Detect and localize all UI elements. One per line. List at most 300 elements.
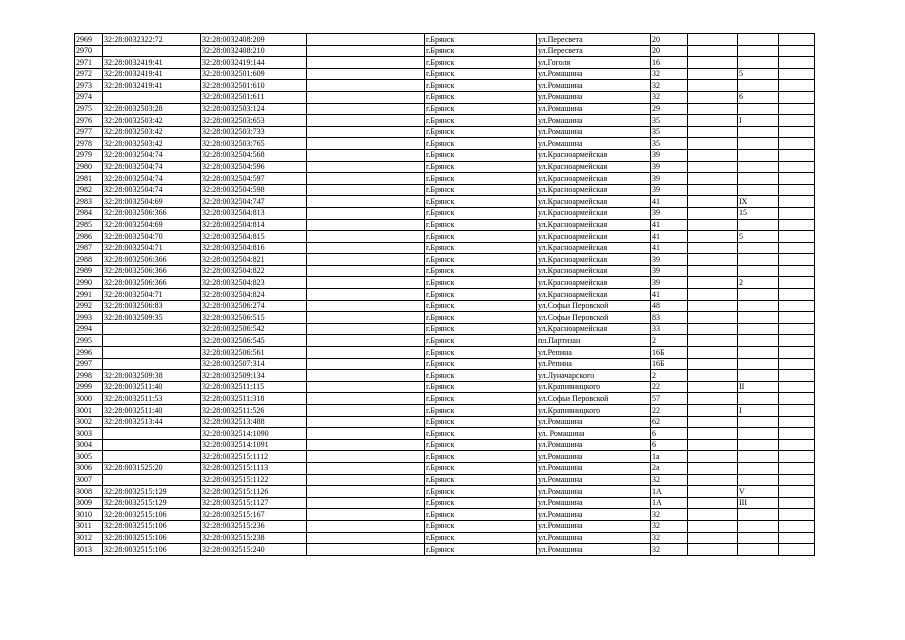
empty-cell xyxy=(307,126,425,138)
house-cell: 39 xyxy=(651,173,688,185)
parcel-number-cell: 32:28:0032504:69 xyxy=(103,196,201,208)
object-number-cell: 32:28:0032511:318 xyxy=(201,393,307,405)
parcel-number-cell: 32:28:0032504:69 xyxy=(103,219,201,231)
street-cell: ул.Красноармейская xyxy=(537,196,651,208)
city-cell: г.Брянск xyxy=(425,451,537,463)
note-cell xyxy=(779,405,815,417)
premise-cell xyxy=(738,138,779,150)
table-row xyxy=(75,347,815,359)
street-cell: ул.Ромашина xyxy=(537,544,651,556)
empty-cell xyxy=(307,405,425,417)
extra-cell xyxy=(688,358,738,370)
empty-cell xyxy=(307,474,425,486)
premise-cell xyxy=(738,509,779,521)
street-cell: ул.Гоголя xyxy=(537,57,651,69)
parcel-number-cell: 32:28:0032511:40 xyxy=(103,405,201,417)
object-number-cell: 32:28:0032503:733 xyxy=(201,126,307,138)
empty-cell xyxy=(307,115,425,127)
house-cell: 32 xyxy=(651,509,688,521)
extra-cell xyxy=(688,416,738,428)
object-number-cell: 32:28:0032504:815 xyxy=(201,231,307,243)
note-cell xyxy=(779,497,815,509)
note-cell xyxy=(779,393,815,405)
premise-cell xyxy=(738,544,779,556)
row-number-cell: 2983 xyxy=(75,196,103,208)
street-cell: ул.Красноармейская xyxy=(537,323,651,335)
object-number-cell: 32:28:0032503:653 xyxy=(201,115,307,127)
parcel-number-cell: 32:28:0032509:38 xyxy=(103,370,201,382)
city-cell: г.Брянск xyxy=(425,497,537,509)
note-cell xyxy=(779,474,815,486)
premise-cell xyxy=(738,173,779,185)
house-cell: 32 xyxy=(651,91,688,103)
extra-cell xyxy=(688,451,738,463)
city-cell: г.Брянск xyxy=(425,370,537,382)
table-row xyxy=(75,207,815,219)
street-cell: пл.Партизан xyxy=(537,335,651,347)
house-cell: 20 xyxy=(651,34,688,46)
empty-cell xyxy=(307,173,425,185)
empty-cell xyxy=(307,509,425,521)
table-row xyxy=(75,138,815,150)
street-cell: ул.Красноармейская xyxy=(537,161,651,173)
empty-cell xyxy=(307,149,425,161)
object-number-cell: 32:28:0032504:747 xyxy=(201,196,307,208)
table-row xyxy=(75,381,815,393)
extra-cell xyxy=(688,335,738,347)
house-cell: 22 xyxy=(651,381,688,393)
parcel-number-cell: 32:28:0032504:74 xyxy=(103,184,201,196)
street-cell: ул.Ромашина xyxy=(537,509,651,521)
premise-cell: 2 xyxy=(738,277,779,289)
city-cell: г.Брянск xyxy=(425,184,537,196)
parcel-number-cell: 32:28:0032515:129 xyxy=(103,497,201,509)
note-cell xyxy=(779,289,815,301)
object-number-cell: 32:28:0032506:515 xyxy=(201,312,307,324)
street-cell: ул.Ромашина xyxy=(537,103,651,115)
empty-cell xyxy=(307,393,425,405)
extra-cell xyxy=(688,277,738,289)
row-number-cell: 2994 xyxy=(75,323,103,335)
street-cell: ул.Красноармейская xyxy=(537,254,651,266)
parcel-number-cell xyxy=(103,428,201,440)
house-cell: 32 xyxy=(651,80,688,92)
table-row xyxy=(75,219,815,231)
house-cell: 32 xyxy=(651,532,688,544)
street-cell: ул.Красноармейская xyxy=(537,277,651,289)
parcel-number-cell xyxy=(103,323,201,335)
city-cell: г.Брянск xyxy=(425,254,537,266)
parcel-number-cell: 32:28:0032515:106 xyxy=(103,509,201,521)
object-number-cell: 32:28:0032506:545 xyxy=(201,335,307,347)
row-number-cell: 2987 xyxy=(75,242,103,254)
premise-cell xyxy=(738,184,779,196)
parcel-number-cell: 32:28:0032322:72 xyxy=(103,34,201,46)
object-number-cell: 32:28:0032504:597 xyxy=(201,173,307,185)
extra-cell xyxy=(688,462,738,474)
extra-cell xyxy=(688,103,738,115)
object-number-cell: 32:28:0032503:124 xyxy=(201,103,307,115)
empty-cell xyxy=(307,451,425,463)
premise-cell xyxy=(738,149,779,161)
street-cell: ул.Красноармейская xyxy=(537,149,651,161)
object-number-cell: 32:28:0032509:134 xyxy=(201,370,307,382)
premise-cell: II xyxy=(738,381,779,393)
premise-cell xyxy=(738,335,779,347)
parcel-number-cell xyxy=(103,439,201,451)
premise-cell xyxy=(738,300,779,312)
street-cell: ул.Ромашина xyxy=(537,474,651,486)
house-cell: 1а xyxy=(651,451,688,463)
house-cell: 2а xyxy=(651,462,688,474)
table-row xyxy=(75,173,815,185)
table-row xyxy=(75,428,815,440)
city-cell: г.Брянск xyxy=(425,509,537,521)
city-cell: г.Брянск xyxy=(425,231,537,243)
empty-cell xyxy=(307,462,425,474)
extra-cell xyxy=(688,207,738,219)
extra-cell xyxy=(688,57,738,69)
note-cell xyxy=(779,265,815,277)
empty-cell xyxy=(307,486,425,498)
row-number-cell: 2998 xyxy=(75,370,103,382)
premise-cell xyxy=(738,45,779,57)
table-row xyxy=(75,416,815,428)
object-number-cell: 32:28:0032503:765 xyxy=(201,138,307,150)
house-cell: 16 xyxy=(651,57,688,69)
street-cell: ул.Репина xyxy=(537,347,651,359)
object-number-cell: 32:28:0032511:115 xyxy=(201,381,307,393)
note-cell xyxy=(779,196,815,208)
row-number-cell: 2986 xyxy=(75,231,103,243)
premise-cell xyxy=(738,254,779,266)
extra-cell xyxy=(688,173,738,185)
row-number-cell: 3011 xyxy=(75,520,103,532)
object-number-cell: 32:28:0032504:824 xyxy=(201,289,307,301)
row-number-cell: 2976 xyxy=(75,115,103,127)
extra-cell xyxy=(688,91,738,103)
object-number-cell: 32:28:0032515:1113 xyxy=(201,462,307,474)
row-number-cell: 2972 xyxy=(75,68,103,80)
empty-cell xyxy=(307,323,425,335)
premise-cell: III xyxy=(738,497,779,509)
street-cell: ул.Софьи Перовской xyxy=(537,393,651,405)
parcel-number-cell: 32:28:0032504:71 xyxy=(103,242,201,254)
object-number-cell: 32:28:0032515:1112 xyxy=(201,451,307,463)
note-cell xyxy=(779,439,815,451)
row-number-cell: 3000 xyxy=(75,393,103,405)
city-cell: г.Брянск xyxy=(425,544,537,556)
parcel-number-cell: 32:28:0032515:129 xyxy=(103,486,201,498)
object-number-cell: 32:28:0032511:526 xyxy=(201,405,307,417)
city-cell: г.Брянск xyxy=(425,405,537,417)
row-number-cell: 2990 xyxy=(75,277,103,289)
city-cell: г.Брянск xyxy=(425,439,537,451)
row-number-cell: 2993 xyxy=(75,312,103,324)
city-cell: г.Брянск xyxy=(425,91,537,103)
row-number-cell: 2975 xyxy=(75,103,103,115)
note-cell xyxy=(779,184,815,196)
table-row xyxy=(75,520,815,532)
empty-cell xyxy=(307,416,425,428)
empty-cell xyxy=(307,242,425,254)
premise-cell: 6 xyxy=(738,91,779,103)
house-cell: 57 xyxy=(651,393,688,405)
parcel-number-cell: 32:28:0032504:74 xyxy=(103,149,201,161)
extra-cell xyxy=(688,520,738,532)
parcel-number-cell xyxy=(103,474,201,486)
note-cell xyxy=(779,161,815,173)
object-number-cell: 32:28:0032504:568 xyxy=(201,149,307,161)
parcel-number-cell: 32:28:0032511:53 xyxy=(103,393,201,405)
premise-cell xyxy=(738,451,779,463)
extra-cell xyxy=(688,45,738,57)
city-cell: г.Брянск xyxy=(425,532,537,544)
city-cell: г.Брянск xyxy=(425,416,537,428)
parcel-number-cell: 32:28:0032419:41 xyxy=(103,80,201,92)
empty-cell xyxy=(307,497,425,509)
extra-cell xyxy=(688,161,738,173)
extra-cell xyxy=(688,231,738,243)
table-row xyxy=(75,509,815,521)
row-number-cell: 3009 xyxy=(75,497,103,509)
extra-cell xyxy=(688,370,738,382)
note-cell xyxy=(779,451,815,463)
premise-cell: 15 xyxy=(738,207,779,219)
row-number-cell: 2992 xyxy=(75,300,103,312)
house-cell: 41 xyxy=(651,242,688,254)
table-row xyxy=(75,439,815,451)
street-cell: ул.Красноармейская xyxy=(537,184,651,196)
premise-cell: I xyxy=(738,405,779,417)
parcel-number-cell xyxy=(103,347,201,359)
row-number-cell: 2969 xyxy=(75,34,103,46)
street-cell: ул.Ромашина xyxy=(537,439,651,451)
empty-cell xyxy=(307,335,425,347)
table-row xyxy=(75,486,815,498)
table-row xyxy=(75,358,815,370)
table-row xyxy=(75,370,815,382)
table-row xyxy=(75,277,815,289)
house-cell: 39 xyxy=(651,161,688,173)
city-cell: г.Брянск xyxy=(425,289,537,301)
city-cell: г.Брянск xyxy=(425,173,537,185)
premise-cell xyxy=(738,219,779,231)
street-cell: ул.Софьи Перовской xyxy=(537,300,651,312)
empty-cell xyxy=(307,207,425,219)
extra-cell xyxy=(688,126,738,138)
table-row xyxy=(75,497,815,509)
house-cell: 32 xyxy=(651,520,688,532)
row-number-cell: 2988 xyxy=(75,254,103,266)
note-cell xyxy=(779,254,815,266)
object-number-cell: 32:28:0032504:813 xyxy=(201,207,307,219)
parcel-number-cell: 32:28:0032419:41 xyxy=(103,68,201,80)
extra-cell xyxy=(688,439,738,451)
object-number-cell: 32:28:0032501:609 xyxy=(201,68,307,80)
row-number-cell: 2995 xyxy=(75,335,103,347)
row-number-cell: 2979 xyxy=(75,149,103,161)
empty-cell xyxy=(307,68,425,80)
object-number-cell: 32:28:0032504:814 xyxy=(201,219,307,231)
empty-cell xyxy=(307,347,425,359)
premise-cell xyxy=(738,347,779,359)
city-cell: г.Брянск xyxy=(425,138,537,150)
city-cell: г.Брянск xyxy=(425,300,537,312)
note-cell xyxy=(779,115,815,127)
extra-cell xyxy=(688,509,738,521)
city-cell: г.Брянск xyxy=(425,486,537,498)
table-row xyxy=(75,254,815,266)
note-cell xyxy=(779,428,815,440)
empty-cell xyxy=(307,300,425,312)
parcel-number-cell: 32:28:0032504:70 xyxy=(103,231,201,243)
street-cell: ул.Ромашина xyxy=(537,138,651,150)
premise-cell xyxy=(738,416,779,428)
row-number-cell: 2978 xyxy=(75,138,103,150)
street-cell: ул.Репина xyxy=(537,358,651,370)
empty-cell xyxy=(307,381,425,393)
parcel-number-cell: 32:28:0032515:106 xyxy=(103,520,201,532)
city-cell: г.Брянск xyxy=(425,219,537,231)
note-cell xyxy=(779,149,815,161)
premise-cell: IX xyxy=(738,196,779,208)
table-row xyxy=(75,149,815,161)
city-cell: г.Брянск xyxy=(425,520,537,532)
premise-cell xyxy=(738,289,779,301)
extra-cell xyxy=(688,405,738,417)
table-row xyxy=(75,405,815,417)
parcel-number-cell: 32:28:0032506:83 xyxy=(103,300,201,312)
object-number-cell: 32:28:0032515:236 xyxy=(201,520,307,532)
extra-cell xyxy=(688,242,738,254)
street-cell: ул.Ромашина xyxy=(537,520,651,532)
city-cell: г.Брянск xyxy=(425,265,537,277)
row-number-cell: 3003 xyxy=(75,428,103,440)
house-cell: 1А xyxy=(651,486,688,498)
city-cell: г.Брянск xyxy=(425,242,537,254)
table-row xyxy=(75,231,815,243)
parcel-number-cell: 32:28:0032504:74 xyxy=(103,161,201,173)
street-cell: ул.Красноармейская xyxy=(537,219,651,231)
premise-cell xyxy=(738,393,779,405)
row-number-cell: 2974 xyxy=(75,91,103,103)
object-number-cell: 32:28:0032504:822 xyxy=(201,265,307,277)
object-number-cell: 32:28:0032515:1127 xyxy=(201,497,307,509)
house-cell: 32 xyxy=(651,544,688,556)
note-cell xyxy=(779,370,815,382)
extra-cell xyxy=(688,138,738,150)
street-cell: ул.Ромашина xyxy=(537,126,651,138)
house-cell: 22 xyxy=(651,405,688,417)
parcel-number-cell: 32:28:0032515:106 xyxy=(103,532,201,544)
row-number-cell: 3013 xyxy=(75,544,103,556)
house-cell: 83 xyxy=(651,312,688,324)
city-cell: г.Брянск xyxy=(425,103,537,115)
house-cell: 39 xyxy=(651,207,688,219)
parcel-number-cell: 32:28:0032503:42 xyxy=(103,126,201,138)
object-number-cell: 32:28:0032506:561 xyxy=(201,347,307,359)
table-row xyxy=(75,289,815,301)
row-number-cell: 2973 xyxy=(75,80,103,92)
note-cell xyxy=(779,381,815,393)
city-cell: г.Брянск xyxy=(425,347,537,359)
object-number-cell: 32:28:0032504:816 xyxy=(201,242,307,254)
row-number-cell: 3005 xyxy=(75,451,103,463)
house-cell: 39 xyxy=(651,277,688,289)
premise-cell xyxy=(738,242,779,254)
empty-cell xyxy=(307,370,425,382)
parcel-number-cell: 32:28:0032513:44 xyxy=(103,416,201,428)
row-number-cell: 2985 xyxy=(75,219,103,231)
empty-cell xyxy=(307,532,425,544)
premise-cell xyxy=(738,462,779,474)
table-row xyxy=(75,451,815,463)
note-cell xyxy=(779,335,815,347)
note-cell xyxy=(779,486,815,498)
house-cell: 6 xyxy=(651,428,688,440)
city-cell: г.Брянск xyxy=(425,323,537,335)
parcel-number-cell: 32:28:0032504:71 xyxy=(103,289,201,301)
note-cell xyxy=(779,242,815,254)
parcel-number-cell xyxy=(103,358,201,370)
parcel-number-cell xyxy=(103,335,201,347)
note-cell xyxy=(779,126,815,138)
note-cell xyxy=(779,347,815,359)
table-row xyxy=(75,335,815,347)
object-number-cell: 32:28:0032506:274 xyxy=(201,300,307,312)
parcel-number-cell: 32:28:0032503:28 xyxy=(103,103,201,115)
street-cell: ул.Ромашина xyxy=(537,115,651,127)
city-cell: г.Брянск xyxy=(425,57,537,69)
city-cell: г.Брянск xyxy=(425,45,537,57)
house-cell: 41 xyxy=(651,231,688,243)
city-cell: г.Брянск xyxy=(425,207,537,219)
table-row xyxy=(75,532,815,544)
extra-cell xyxy=(688,300,738,312)
house-cell: 41 xyxy=(651,196,688,208)
object-number-cell: 32:28:0032408:210 xyxy=(201,45,307,57)
table-row xyxy=(75,462,815,474)
object-number-cell: 32:28:0032419:144 xyxy=(201,57,307,69)
row-number-cell: 2989 xyxy=(75,265,103,277)
parcel-number-cell: 32:28:0032419:41 xyxy=(103,57,201,69)
premise-cell xyxy=(738,439,779,451)
city-cell: г.Брянск xyxy=(425,34,537,46)
table-row xyxy=(75,80,815,92)
object-number-cell: 32:28:0032515:238 xyxy=(201,532,307,544)
city-cell: г.Брянск xyxy=(425,474,537,486)
object-number-cell: 32:28:0032515:1126 xyxy=(201,486,307,498)
row-number-cell: 3002 xyxy=(75,416,103,428)
row-number-cell: 2996 xyxy=(75,347,103,359)
row-number-cell: 3001 xyxy=(75,405,103,417)
house-cell: 39 xyxy=(651,149,688,161)
note-cell xyxy=(779,416,815,428)
house-cell: 35 xyxy=(651,126,688,138)
table-row xyxy=(75,242,815,254)
parcel-number-cell: 32:28:0032504:74 xyxy=(103,173,201,185)
premise-cell: V xyxy=(738,486,779,498)
empty-cell xyxy=(307,219,425,231)
house-cell: 39 xyxy=(651,184,688,196)
row-number-cell: 2977 xyxy=(75,126,103,138)
house-cell: 32 xyxy=(651,474,688,486)
row-number-cell: 3012 xyxy=(75,532,103,544)
street-cell: ул.Красноармейская xyxy=(537,242,651,254)
row-number-cell: 2971 xyxy=(75,57,103,69)
premise-cell xyxy=(738,370,779,382)
